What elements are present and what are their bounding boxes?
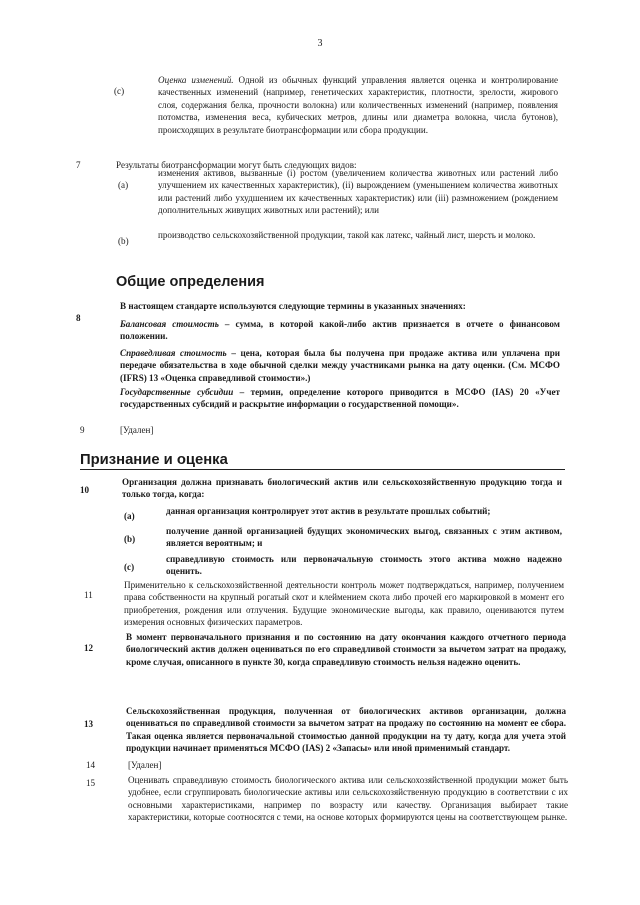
definition-text: – цена, которая была бы получена при продаже актива или уплачена при передаче обязательства в ходе обычной сделки между участниками рынка на дату оценки. (См. МСФО (IFRS) 13 «Оценка справедливой стоимости».) bbox=[120, 348, 560, 383]
item-marker: (a) bbox=[118, 180, 129, 190]
defined-term: Государственные субсидии bbox=[120, 387, 234, 397]
page-number: 3 bbox=[317, 38, 323, 49]
item-marker: (c) bbox=[114, 86, 125, 96]
item-marker: (a) bbox=[124, 511, 135, 521]
paragraph-number: 9 bbox=[80, 425, 85, 435]
paragraph-c-change-evaluation bbox=[158, 74, 558, 136]
paragraph-number: 14 bbox=[86, 760, 96, 770]
paragraph-number: 15 bbox=[86, 778, 96, 788]
paragraph-10-item-c: справедливую стоимость или первоначальную стоимость этого актива можно надежно оценить. bbox=[166, 554, 562, 577]
paragraph-text: Одной из обычных функций управления является оценка и контролирование качественных изменений (например, генетических характеристик, плотности, зрелости, жирового слоя, содержания белка, прочности волокна) или количественных изменений (например, появления потомства, изменения веса, кубических метров, длины или диаметра волокна, числа бутонов), происходящих в результате биотрансформации или сбора продукции. bbox=[158, 75, 558, 135]
paragraph-7-item-b: производство сельскохозяйственной продукции, такой как латекс, чайный лист, шерсть и молоко. bbox=[158, 230, 536, 240]
item-marker: (b) bbox=[118, 236, 129, 246]
paragraph-11-text: Применительно к сельскохозяйственной деятельности контроль может подтверждаться, например, получением права собственности на крупный рогатый скот и клеймением скота либо прочей его маркировкой в момент его приобретения, рождения или отлучения. Будущие экономические выгоды, как правило, оцениваются путем измерения основных физических параметров. bbox=[124, 580, 564, 628]
paragraph-10-intro: Организация должна признавать биологический актив или сельскохозяйственную продукцию тогда и только тогда, когда: bbox=[122, 477, 562, 500]
paragraph-number: 13 bbox=[84, 719, 94, 729]
paragraph-8-intro: В настоящем стандарте используются следующие термины в указанных значениях: bbox=[120, 301, 466, 311]
paragraph-10-item-a: данная организация контролирует этот актив в результате прошлых событий; bbox=[166, 506, 491, 516]
paragraph-13-text: Сельскохозяйственная продукция, полученная от биологических активов организации, должна оцениваться по справедливой стоимости за вычетом затрат на продажу по состоянию на момент ее сбора. Такая оценка является первоначальной стоимостью данной продукции на ту дату, когда для учета этой продукции начинает применяться МСФО (IAS) 2 «Запасы» или иной применимый стандарт. bbox=[126, 706, 566, 754]
paragraph-15-text: Оценивать справедливую стоимость биологического актива или сельскохозяйственной продукции может быть удобнее, если сгруппировать биологические активы или сельскохозяйственную продукцию в соответствии с их основными характеристиками, например по возрасту или качеству. Организация выбирает такие характеристики, которые соотносятся с теми, на основе которых формируются цены на соответствующем рынке. bbox=[128, 775, 568, 823]
paragraph-9-text: [Удален] bbox=[120, 425, 154, 435]
definition-text: – термин, определение которого приводится в МСФО (IAS) 20 «Учет государственных субсидий и раскрытие информации о государственной помощи». bbox=[120, 387, 560, 410]
definition-government-grants bbox=[120, 386, 560, 411]
paragraph-number: 11 bbox=[84, 590, 93, 600]
paragraph-number: 8 bbox=[76, 313, 81, 323]
section-heading-general-definitions: Общие определения bbox=[116, 274, 265, 290]
defined-term: Оценка изменений. bbox=[158, 75, 234, 85]
section-heading-recognition-measurement: Признание и оценка bbox=[80, 452, 228, 468]
section-rule bbox=[80, 469, 565, 470]
paragraph-12-text: В момент первоначального признания и по состоянию на дату окончания каждого отчетного периода биологический актив должен оцениваться по его справедливой стоимости за вычетом затрат на продажу, кроме случая, описанного в пункте 30, когда справедливую стоимость нельзя надежно оценить. bbox=[126, 632, 566, 667]
paragraph-number: 12 bbox=[84, 643, 94, 653]
defined-term: Балансовая стоимость bbox=[120, 319, 219, 329]
definition-fair-value bbox=[120, 347, 560, 384]
paragraph-14-text: [Удален] bbox=[128, 760, 162, 770]
paragraph-7-item-a: изменения активов, вызванные (i) ростом (увеличением количества животных или растений либо улучшением их качественных характеристик), (ii) вырождением (уменьшением количества животных или растений либо ухудшением их качественных характеристик) или (iii) размножением (рождением дополнительных живущих животных или растений); или bbox=[158, 168, 558, 216]
paragraph-number: 7 bbox=[76, 160, 81, 170]
definition-text: – сумма, в которой какой-либо актив признается в отчете о финансовом положении. bbox=[120, 319, 560, 342]
item-marker: (c) bbox=[124, 562, 135, 572]
paragraph-10-item-b: получение данной организацией будущих экономических выгод, связанных с этим активом, является вероятным; и bbox=[166, 526, 562, 549]
item-marker: (b) bbox=[124, 534, 136, 544]
paragraph-7-intro: Результаты биотрансформации могут быть следующих видов: bbox=[116, 160, 357, 170]
paragraph-number: 10 bbox=[80, 485, 90, 495]
definition-carrying-amount bbox=[120, 318, 560, 343]
defined-term: Справедливая стоимость bbox=[120, 348, 227, 358]
